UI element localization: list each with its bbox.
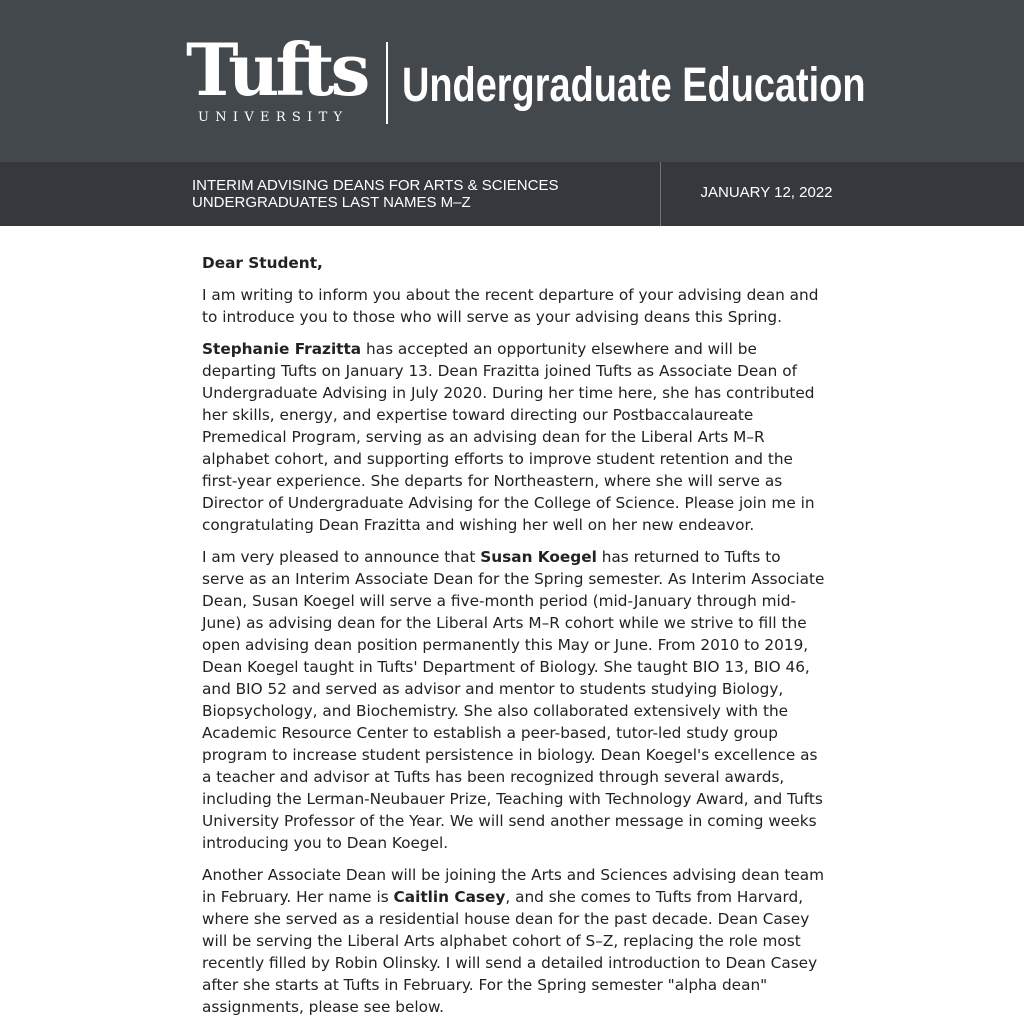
- department-title: Undergraduate Education: [402, 59, 866, 112]
- logo-wordmark: Tufts: [186, 27, 367, 112]
- name-frazitta: Stephanie Frazitta: [202, 340, 362, 358]
- greeting: Dear Student,: [202, 254, 323, 272]
- paragraph-koegel: I am very pleased to announce that Susan Koegel has returned to Tufts to serve as an Interim Associate Dean for the Spring semester. As Interim Associate Dean, Susan Koegel will serve a five-month period (mid-January through mid-June) as advising dean for the Liberal Arts M–R cohort while we strive to fill the open advising dean position permanently this May or June. From 2010 to 2019, Dean Koegel taught in Tufts' Department of Biology. She taught BIO 13, BIO 46, and BIO 52 and served as advisor and mentor to students studying Biology, Biopsychology, and Biochemistry. She also collaborated extensively with the Academic Resource Center to establish a peer-based, tutor-led study group program to increase student persistence in biology. Dean Koegel's excellence as a teacher and advisor at Tufts has been recognized through several awards, including the Lerman-Neubauer Prize, Teaching with Technology Award, and Tufts University Professor of the Year. We will send another message in coming weeks introducing you to Dean Koegel.: [202, 548, 825, 852]
- paragraph-casey: Another Associate Dean will be joining the Arts and Sciences advising dean team in February. Her name is Caitlin Casey, and she comes to Tufts from Harvard, where she served as a residential house dean for the past decade. Dean Casey will be serving the Liberal Arts alphabet cohort of S–Z, replacing the role most recently filled by Robin Olinsky. I will send a detailed introduction to Dean Casey after she starts at Tufts in February. For the Spring semester "alpha dean" assignments, please see below.: [202, 866, 825, 1016]
- subject-title: INTERIM ADVISING DEANS FOR ARTS & SCIENCES UNDERGRADUATES LAST NAMES M–Z: [192, 177, 559, 211]
- logo-divider: [386, 42, 388, 124]
- paragraph-intro: I am writing to inform you about the recent departure of your advising dean and to introduce you to those who will serve as your advising deans this Spring.: [202, 286, 819, 326]
- email-header: [0, 0, 1024, 162]
- name-casey: Caitlin Casey: [393, 888, 506, 906]
- name-koegel: Susan Koegel: [480, 548, 597, 566]
- subject-bar: [0, 162, 1024, 226]
- tufts-logo: [186, 27, 376, 126]
- paragraph-frazitta: Stephanie Frazitta has accepted an opportunity elsewhere and will be departing Tufts on January 13. Dean Frazitta joined Tufts as Associate Dean of Undergraduate Advising in July 2020. During her time here, she has contributed her skills, energy, and expertise toward directing our Postbaccalaureate Premedical Program, serving as an advising dean for the Liberal Arts M–R alphabet cohort, and supporting efforts to improve student retention and the first-year experience. She departs for Northeastern, where she will serve as Director of Undergraduate Advising for the College of Science. Please join me in congratulating Dean Frazitta and wishing her well on her new endeavor.: [202, 340, 815, 534]
- date-label: JANUARY 12, 2022: [700, 184, 833, 201]
- logo-subtext: UNIVERSITY: [198, 110, 349, 125]
- letter-body: [202, 252, 826, 1028]
